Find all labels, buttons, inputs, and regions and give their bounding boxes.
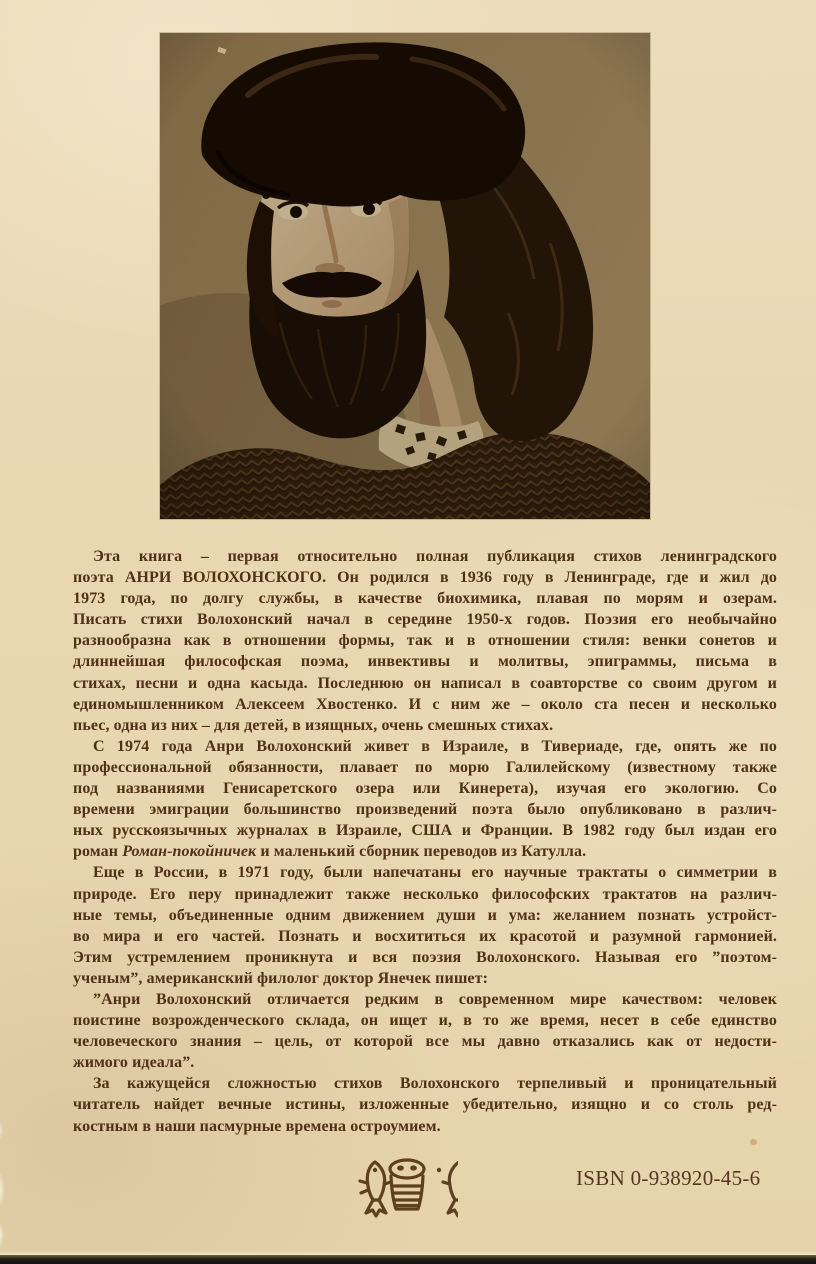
- text-line: профессиональной обязанности, плавает по морю Галилейскому (известному также: [73, 758, 777, 776]
- body-text: [73, 546, 777, 1137]
- text-line: поэта АНРИ ВОЛОХОНСКОГО. Он родился в 1936 году в Ленинграде, где и жил до: [73, 569, 777, 587]
- paragraph: [73, 1073, 777, 1136]
- worn-left-edge: [0, 1070, 9, 1256]
- paper-stain: [750, 1139, 757, 1145]
- text-line: ученым”, американский филолог доктор Янечек пишет:: [73, 969, 489, 987]
- text-line: пьес, одна из них – для детей, в изящных, очень смешных стихах.: [73, 716, 554, 734]
- text-line: Эта книга – первая относительно полная публикация стихов ленинградского: [93, 548, 777, 565]
- portrait-photo: [160, 33, 650, 519]
- publisher-logo: [356, 1156, 458, 1228]
- text-line: жимого идеала”.: [73, 1054, 195, 1072]
- paragraph: [73, 736, 777, 863]
- paragraph: [73, 546, 777, 736]
- basket-icon: [390, 1160, 424, 1209]
- text-line: ные темы, объединенные одним движением души и ума: желанием познать устройст-: [73, 906, 777, 924]
- text-line: во мира и его частей. Познать и восхититься их красотой и разумной гармонией.: [73, 927, 777, 945]
- text-line: За кажущейся сложностью стихов Волохонского терпеливый и проницательный: [93, 1075, 777, 1093]
- text-line: времени эмиграции большинство произведений поэта было опубликовано в различ-: [73, 801, 777, 819]
- text-line: Еще в России, в 1971 году, были напечатаны его научные трактаты о симметрии в: [93, 864, 777, 882]
- text-line: 1973 года, по долгу службы, в качестве биохимика, плавая по морям и озерам.: [73, 590, 777, 608]
- text-line: поистине возрожденческого склада, он ищет и, в то же время, несет в себе единство: [73, 1012, 777, 1030]
- text-line: человеческого знания – цель, от которой все мы давно отказались как от недости-: [73, 1033, 777, 1051]
- text-line: природе. Его перу принадлежит также несколько философских трактатов на различ-: [73, 885, 777, 903]
- text-line: Писать стихи Волохонский начал в середине 1950-х годов. Поэзия его необычайно: [73, 611, 777, 629]
- text-line: ных русскоязычных журналах в Израиле, США и Франции. В 1982 году был издан его: [73, 822, 777, 840]
- text-line: разнообразна как в отношении формы, так и в отношении стиля: венки сонетов и: [73, 632, 777, 650]
- isbn-text: ISBN 0-938920-45-6: [576, 1166, 761, 1190]
- portrait-illustration: [160, 33, 650, 519]
- text-line: С 1974 года Анри Волохонский живет в Израиле, в Тивериаде, где, опять же по: [93, 737, 777, 755]
- text-line: единомышленником Алексеем Хвостенко. И с ним же – около ста песен и несколько: [73, 695, 777, 713]
- scan-bottom-edge: [0, 1255, 816, 1264]
- two-fish-and-basket-icon: [356, 1156, 458, 1228]
- text-line: ”Анри Волохонский отличается редким в современном мире качеством: человек: [93, 990, 777, 1008]
- text-line: длиннейшая философская поэма, инвективы и молитвы, эпиграммы, письма в: [73, 653, 777, 671]
- text-line: под названиями Генисаретского озера или Кинерета), изучая его экологию. Со: [73, 780, 777, 798]
- text-line: стихах, песни и одна касыда. Последнюю он написал в соавторстве со своим другом и: [73, 674, 777, 692]
- text-line: костным в наши пасмурные времена остроумием.: [73, 1117, 441, 1135]
- fish-left-eye: [373, 1168, 377, 1172]
- fish-right-eye: [437, 1168, 441, 1172]
- text-line: роман Роман-покойничек и маленький сборник переводов из Катулла.: [73, 843, 587, 861]
- paragraph: [73, 862, 777, 989]
- text-line: читатель найдет вечные истины, изложенные убедительно, изящно и со столь ред-: [73, 1096, 777, 1114]
- fish-right-icon: [443, 1162, 458, 1216]
- text-line: Этим устремлением проникнута и вся поэзия Волохонского. Называя его ”поэтом-: [73, 948, 777, 966]
- paragraph: [73, 989, 777, 1073]
